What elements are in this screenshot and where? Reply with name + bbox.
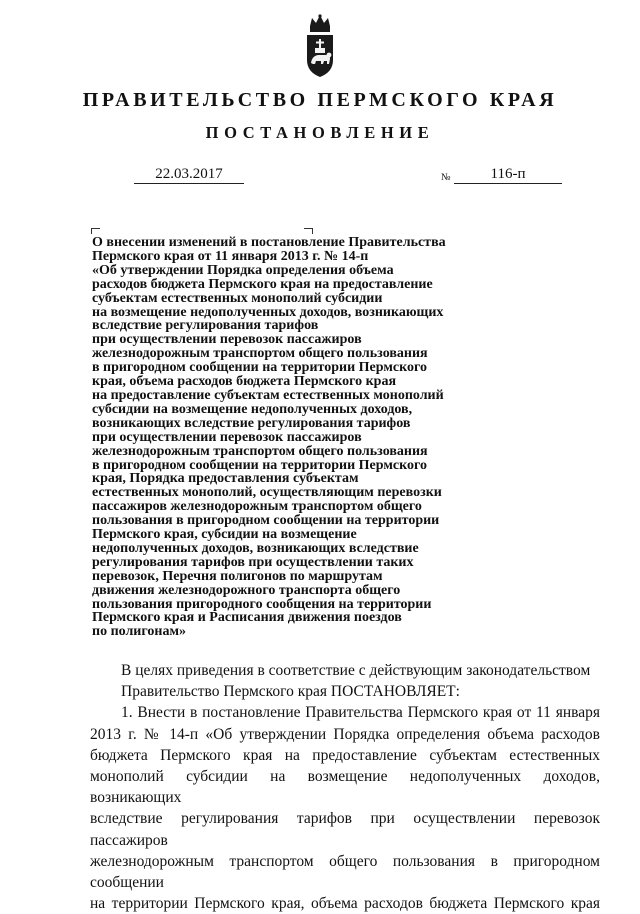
heading-line: края, Порядка предоставления субъектам <box>92 471 359 487</box>
heading-line: движения железнодорожного транспорта общего <box>92 582 401 598</box>
body-line: В целях приведения в соответствие с действующим законодательством <box>121 662 591 679</box>
heading-line: регулирования тарифов при осуществлении таких <box>92 554 414 570</box>
heading-line: пользования пригородного сообщения на территории <box>92 596 432 612</box>
government-title: ПРАВИТЕЛЬСТВО ПЕРМСКОГО КРАЯ <box>82 89 558 111</box>
heading-line: в пригородном сообщении на территории Пермского <box>92 457 427 473</box>
body-line: монополий субсидии на возмещение недополученных доходов, возникающих <box>90 768 600 807</box>
heading-line: пользования в пригородном сообщении на территории <box>92 513 440 529</box>
document-heading <box>92 236 492 639</box>
heading-line: железнодорожным транспортом общего пользования <box>92 346 428 362</box>
heading-line: вследствие регулирования тарифов <box>92 318 319 334</box>
heading-line: Пермского края, субсидии на возмещение <box>92 527 357 543</box>
document-number: 116-п <box>454 165 562 184</box>
body-line: бюджета Пермского края на предоставление субъектам естественных <box>90 746 600 764</box>
heading-line: перевозок, Перечня полигонов по маршрутам <box>92 568 383 584</box>
heading-line: О внесении изменений в постановление Правительства <box>92 235 446 250</box>
document-type: ПОСТАНОВЛЕНИЕ <box>205 123 435 142</box>
heading-line: в пригородном сообщении на территории Пермского <box>92 360 427 376</box>
heading-line: недополученных доходов, возникающих вследствие <box>92 540 419 556</box>
body-line: 1. Внести в постановление Правительства Пермского края от 11 января <box>121 704 600 722</box>
heading-line: при осуществлении перевозок пассажиров <box>92 332 362 348</box>
heading-line: по полигонам» <box>92 624 186 640</box>
body-line: Правительство Пермского края ПОСТАНОВЛЯЕТ: <box>121 683 460 701</box>
body-line: железнодорожным транспортом общего пользования в пригородном сообщении <box>90 852 600 892</box>
heading-line: субсидии на возмещение недополученных доходов, <box>92 401 413 417</box>
heading-line: Пермского края от 11 января 2013 г. № 14-п <box>92 248 369 264</box>
perm-krai-coat-of-arms-icon <box>301 14 339 78</box>
heading-line: при осуществлении перевозок пассажиров <box>92 429 362 445</box>
heading-line: естественных монополий, осуществляющим перевозки <box>92 485 442 501</box>
heading-line: на возмещение недополученных доходов, возникающих <box>92 304 444 320</box>
heading-line: «Об утверждении Порядка определения объема <box>92 262 394 278</box>
heading-line: железнодорожным транспортом общего пользования <box>92 443 428 459</box>
document-date: 22.03.2017 <box>134 165 244 184</box>
heading-bracket-left <box>91 228 100 234</box>
heading-bracket-right <box>304 228 313 234</box>
document-body <box>90 660 600 914</box>
body-line: 2013 г. № 14-п «Об утверждении Порядка определения объема расходов <box>90 725 600 743</box>
heading-line: пассажиров железнодорожным транспортом общего <box>92 499 422 515</box>
heading-line: расходов бюджета Пермского края на предоставление <box>92 276 433 292</box>
body-line: вследствие регулирования тарифов при осуществлении перевозок пассажиров <box>90 810 600 849</box>
heading-line: возникающих вследствие регулирования тарифов <box>92 415 411 431</box>
number-sign: № <box>441 172 451 183</box>
heading-line: Пермского края и Расписания движения поездов <box>92 610 402 626</box>
heading-line: субъектам естественных монополий субсидии <box>92 290 383 306</box>
heading-line: края, объема расходов бюджета Пермского края <box>92 374 397 390</box>
body-line: на территории Пермского края, объема расходов бюджета Пермского края <box>90 895 600 913</box>
heading-line: на предоставление субъектам естественных монополий <box>92 387 444 403</box>
